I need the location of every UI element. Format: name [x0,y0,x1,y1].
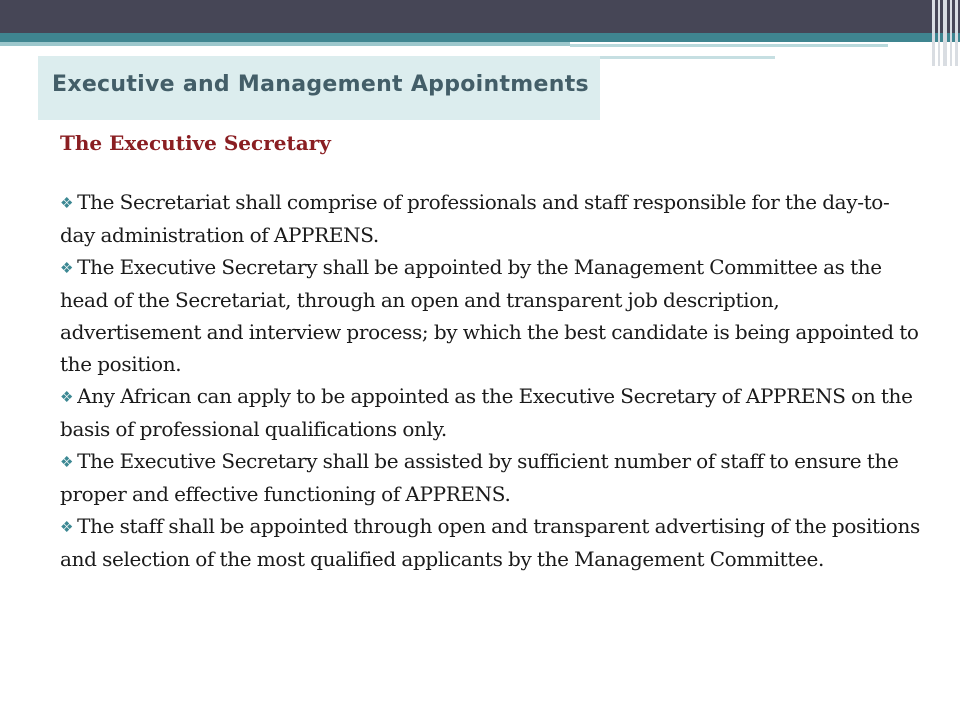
slide-title: Executive and Management Appointments [52,72,589,97]
diamond-bullet-icon: ❖ [60,194,74,212]
diamond-bullet-icon: ❖ [60,259,74,277]
bullet-item [60,380,920,445]
header-light-teal-bar [0,42,570,46]
bullet-text: The Executive Secretary shall be assisted by sufficient number of staff to ensure the proper and effective functioning of APPRENS. [60,449,899,506]
header-teal-bar [0,33,960,42]
slide-content [60,128,920,575]
bullet-text: The staff shall be appointed through open and transparent advertising of the positions and selection of the most qualified applicants by the Management Committee. [60,514,920,571]
diamond-bullet-icon: ❖ [60,518,74,536]
header-corner-lines [930,0,960,66]
diamond-bullet-icon: ❖ [60,453,74,471]
header-accent-line [570,44,888,47]
bullet-text: The Executive Secretary shall be appointed by the Management Committee as the head of the Secretariat, through an open and transparent job description, advertisement and interview process; by which the best candidate is being appointed to the position. [60,255,919,376]
bullet-item [60,251,920,380]
bullet-item [60,510,920,575]
section-heading: The Executive Secretary [60,131,331,155]
diamond-bullet-icon: ❖ [60,388,74,406]
header-dark-bar [0,0,960,33]
bullet-text: Any African can apply to be appointed as the Executive Secretary of APPRENS on the basis of professional qualifications only. [60,384,913,441]
bullet-item [60,445,920,510]
bullet-text: The Secretariat shall comprise of professionals and staff responsible for the day-to-day administration of APPRENS. [60,190,890,247]
bullet-item [60,186,920,251]
header-accent-line [600,56,775,59]
